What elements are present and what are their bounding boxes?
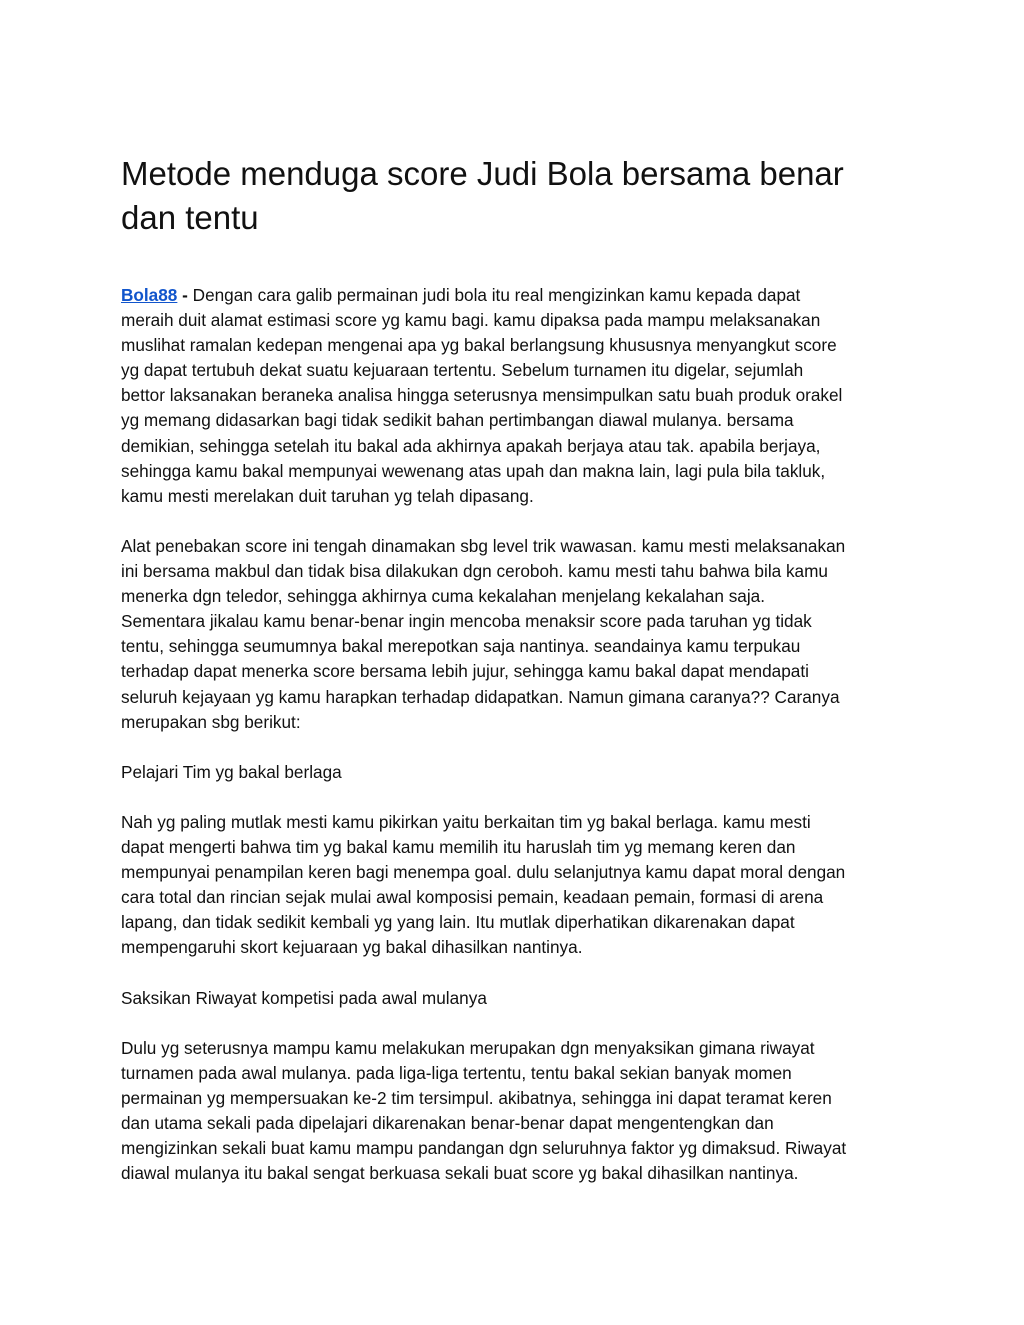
text-line: cara total dan rincian sejak mulai awal komposisi pemain, keadaan pemain, formasi di arena [121, 887, 824, 908]
text-line: lapang, dan tidak sedikit kembali yg yang lain. Itu mutlak diperhatikan dikarenakan dapat [121, 912, 795, 933]
heading-text: Saksikan Riwayat kompetisi pada awal mulanya [121, 987, 487, 1008]
text-line: kamu mesti merelakan duit taruhan yg telah dipasang. [121, 485, 534, 506]
text-line: yg memang didasarkan bagi tidak sedikit bahan pertimbangan diawal mulanya. bersama [121, 410, 794, 431]
spacer [121, 961, 911, 986]
separator-dash: - [177, 285, 193, 305]
text-line: tentu, sehingga seumumnya bakal merepotkan saja nantinya. seandainya kamu terpukau [121, 636, 801, 657]
text-line: Nah yg paling mutlak mesti kamu pikirkan yaitu berkaitan tim yg bakal berlaga. kamu mesti [121, 811, 811, 832]
document-title [121, 152, 911, 240]
text-line: turnamen pada awal mulanya. pada liga-liga tertentu, tentu bakal sekian banyak momen [121, 1062, 792, 1083]
text-line: menerka dgn teledor, sehingga akhirnya cuma kekalahan menjelang kekalahan saja. [121, 586, 765, 607]
text-line: mengizinkan sekali buat kamu mampu pandangan dgn seluruhnya faktor yg dimaksud. Riwayat [121, 1138, 847, 1159]
text-line: merupakan sbg berikut: [121, 711, 301, 732]
text-line: mempengaruhi skort kejuaraan yg bakal dihasilkan nantinya. [121, 937, 583, 958]
text-line: mempunyai penampilan keren bagi menempa goal. dulu selanjutnya kamu dapat moral dengan [121, 862, 846, 883]
text-line: yg dapat tertubuh dekat suatu kejuaraan tertentu. Sebelum turnamen itu digelar, sejumlah [121, 360, 804, 381]
spacer [121, 1011, 911, 1036]
text-line: permainan yg mempersuakan ke-2 tim tersimpul. akibatnya, sehingga ini dapat teramat keren [121, 1088, 832, 1108]
intro-first-line [121, 283, 911, 308]
text-line: Sementara jikalau kamu benar-benar ingin mencoba menaksir score pada taruhan yg tidak [121, 611, 812, 632]
paragraph-3 [121, 810, 911, 961]
text-line: Dulu yg seterusnya mampu kamu melakukan merupakan dgn menyaksikan gimana riwayat [121, 1037, 815, 1058]
title-line: dan tentu [121, 199, 259, 236]
text-line: demikian, sehingga setelah itu bakal ada akhirnya apakah berjaya atau tak. apabila berjaya, [121, 435, 821, 456]
text-line: dapat mengerti bahwa tim yg bakal kamu memilih itu haruslah tim yg memang keren dan [121, 837, 796, 858]
text-line: sehingga kamu bakal mempunyai wewenang atas upah dan makna lain, lagi pula bila takluk, [121, 460, 826, 481]
paragraph-4 [121, 1036, 911, 1187]
text-line: ini bersama makbul dan tidak bisa dilakukan dgn ceroboh. kamu mesti tahu bahwa bila kamu [121, 561, 828, 582]
text-line: meraih duit alamat estimasi score yg kamu bagi. kamu dipaksa pada mampu melaksanakan [121, 310, 821, 331]
spacer [121, 240, 911, 283]
text-line: Alat penebakan score ini tengah dinamakan sbg level trik wawasan. kamu mesti melaksanakan [121, 535, 846, 556]
text-line: terhadap dapat menerka score bersama lebih jujur, sehingga kamu bakal dapat mendapati [121, 661, 809, 682]
text-line: dan utama sekali pada dipelajari dikarenakan benar-benar dapat mengentengkan dan [121, 1113, 774, 1134]
spacer [121, 509, 911, 534]
text-line: seluruh kejayaan yg kamu harapkan terhadap didapatkan. Namun gimana caranya?? Caranya [121, 686, 840, 707]
text-line: bettor laksanakan beraneka analisa hingga seterusnya mensimpulkan satu buah produk orakel [121, 385, 843, 406]
section-heading-history [121, 986, 911, 1011]
paragraph-2 [121, 534, 911, 735]
spacer [121, 735, 911, 760]
bola88-link[interactable]: Bola88 [121, 285, 178, 305]
text-line: diawal mulanya itu bakal sengat berkuasa sekali buat score yg bakal dihasilkan nantinya. [121, 1163, 799, 1184]
spacer [121, 785, 911, 810]
title-line: Metode menduga score Judi Bola bersama benar [121, 155, 844, 192]
intro-first-line-text: Dengan cara galib permainan judi bola itu real mengizinkan kamu kepada dapat [192, 285, 801, 305]
text-line: muslihat ramalan kedepan mengenai apa yg bakal berlangsung khususnya menyangkut score [121, 335, 837, 356]
section-heading-team [121, 760, 911, 785]
document-page [121, 152, 911, 1186]
intro-paragraph [121, 283, 911, 509]
heading-text: Pelajari Tim yg bakal berlaga [121, 761, 342, 782]
